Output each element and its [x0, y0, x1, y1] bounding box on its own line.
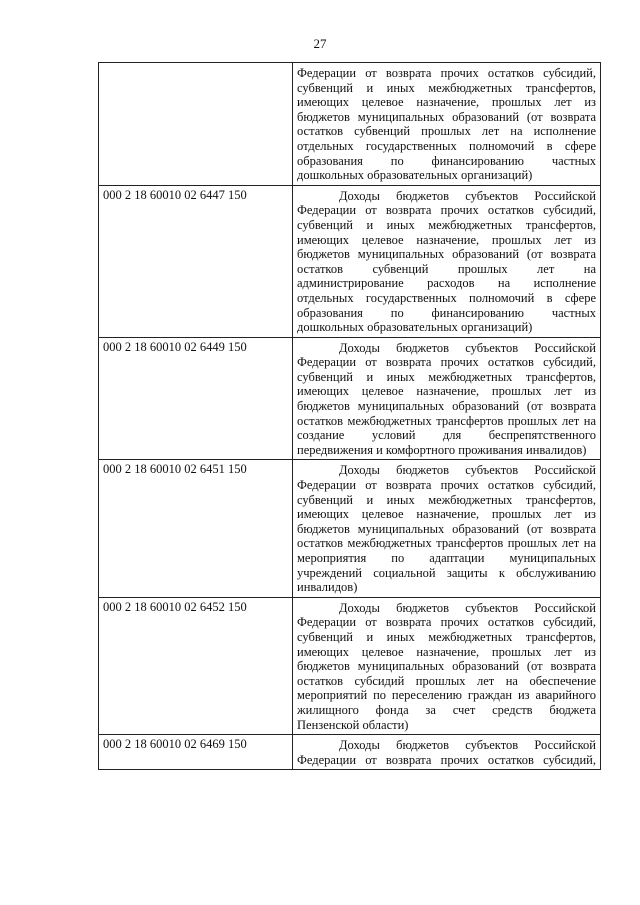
description-line: бюджетов муниципальных образований (от возврата: [297, 659, 596, 674]
classification-code: 000 2 18 60010 02 6469 150: [99, 735, 293, 770]
table-row: [99, 597, 601, 734]
page-number: 27: [313, 36, 327, 51]
income-description: [293, 597, 601, 734]
classification-code: 000 2 18 60010 02 6449 150: [99, 337, 293, 460]
description-line: остатков субсидий прошлых лет на обеспечение: [297, 673, 596, 688]
table-body: [99, 63, 601, 770]
description-line: создание условий для беспрепятственного: [297, 428, 596, 443]
table-row: [99, 63, 601, 186]
description-line: отдельных государственных полномочий в сфере: [297, 138, 596, 153]
description-line: бюджетов муниципальных образований (от возврата: [297, 247, 596, 262]
classification-code: 000 2 18 60010 02 6452 150: [99, 597, 293, 734]
description-line: Федерации от возврата прочих остатков субсидий,: [297, 478, 596, 493]
income-description: [293, 185, 601, 337]
description-line: имеющих целевое назначение, прошлых лет из: [297, 384, 596, 399]
description-line: дошкольных образовательных организаций): [297, 320, 533, 335]
description-line: мероприятий по переселению граждан из аварийного: [297, 688, 596, 703]
description-line: Пензенской области): [297, 717, 409, 732]
description-line: субвенций и иных межбюджетных трансфертов,: [297, 369, 596, 384]
description-line: Доходы бюджетов субъектов Российской: [339, 600, 596, 615]
description-line: имеющих целевое назначение, прошлых лет из: [297, 95, 596, 110]
income-description: [293, 735, 601, 770]
description-line: дошкольных образовательных организаций): [297, 168, 533, 183]
description-line: Доходы бюджетов субъектов Российской: [339, 340, 596, 355]
table-row: [99, 735, 601, 770]
description-line: остатков межбюджетных трансфертов прошлых лет на: [297, 536, 596, 551]
description-line: Федерации от возврата прочих остатков субсидий,: [297, 752, 596, 767]
description-line: Федерации от возврата прочих остатков субсидий,: [297, 203, 596, 218]
description-line: инвалидов): [297, 580, 358, 595]
description-line: имеющих целевое назначение, прошлых лет из: [297, 232, 596, 247]
description-line: субвенций и иных межбюджетных трансфертов,: [297, 80, 596, 95]
description-line: образования по финансированию частных: [297, 305, 596, 320]
classification-code: 000 2 18 60010 02 6451 150: [99, 460, 293, 597]
description-line: имеющих целевое назначение, прошлых лет из: [297, 644, 596, 659]
description-line: бюджетов муниципальных образований (от возврата: [297, 521, 596, 536]
description-line: Доходы бюджетов субъектов Российской: [339, 188, 596, 203]
description-line: субвенций и иных межбюджетных трансфертов,: [297, 629, 596, 644]
classification-code: [99, 63, 293, 186]
description-line: остатков субвенций прошлых лет на: [297, 261, 596, 276]
description-line: бюджетов муниципальных образований (от возврата: [297, 399, 596, 414]
description-line: Федерации от возврата прочих остатков субсидий,: [297, 615, 596, 630]
description-line: учреждений социальной защиты к обслуживанию: [297, 565, 596, 580]
description-line: передвижения и комфортного проживания инвалидов): [297, 442, 587, 457]
income-description: [293, 63, 601, 186]
description-line: мероприятия по адаптации муниципальных: [297, 551, 596, 565]
description-line: Доходы бюджетов субъектов Российской: [339, 738, 596, 753]
description-line: Федерации от возврата прочих остатков субсидий,: [297, 355, 596, 370]
description-line: субвенций и иных межбюджетных трансфертов,: [297, 217, 596, 232]
description-line: остатков субвенций прошлых лет на исполнение: [297, 124, 596, 139]
description-line: имеющих целевое назначение, прошлых лет из: [297, 507, 596, 522]
description-line: бюджетов муниципальных образований (от возврата: [297, 109, 596, 124]
income-description: [293, 337, 601, 460]
description-line: остатков межбюджетных трансфертов прошлых лет на: [297, 413, 596, 428]
description-line: Федерации от возврата прочих остатков субсидий,: [297, 66, 596, 80]
description-line: Доходы бюджетов субъектов Российской: [339, 463, 596, 478]
description-line: образования по финансированию частных: [297, 153, 596, 168]
description-line: субвенций и иных межбюджетных трансфертов,: [297, 492, 596, 507]
income-description: [293, 460, 601, 597]
description-line: администрирование расходов на исполнение: [297, 276, 596, 291]
budget-codes-table: [98, 62, 601, 770]
table-row: [99, 337, 601, 460]
table-row: [99, 460, 601, 597]
description-line: жилищного фонда за счет средств бюджета: [297, 702, 596, 717]
classification-code: 000 2 18 60010 02 6447 150: [99, 185, 293, 337]
table-row: [99, 185, 601, 337]
description-line: отдельных государственных полномочий в сфере: [297, 290, 596, 305]
